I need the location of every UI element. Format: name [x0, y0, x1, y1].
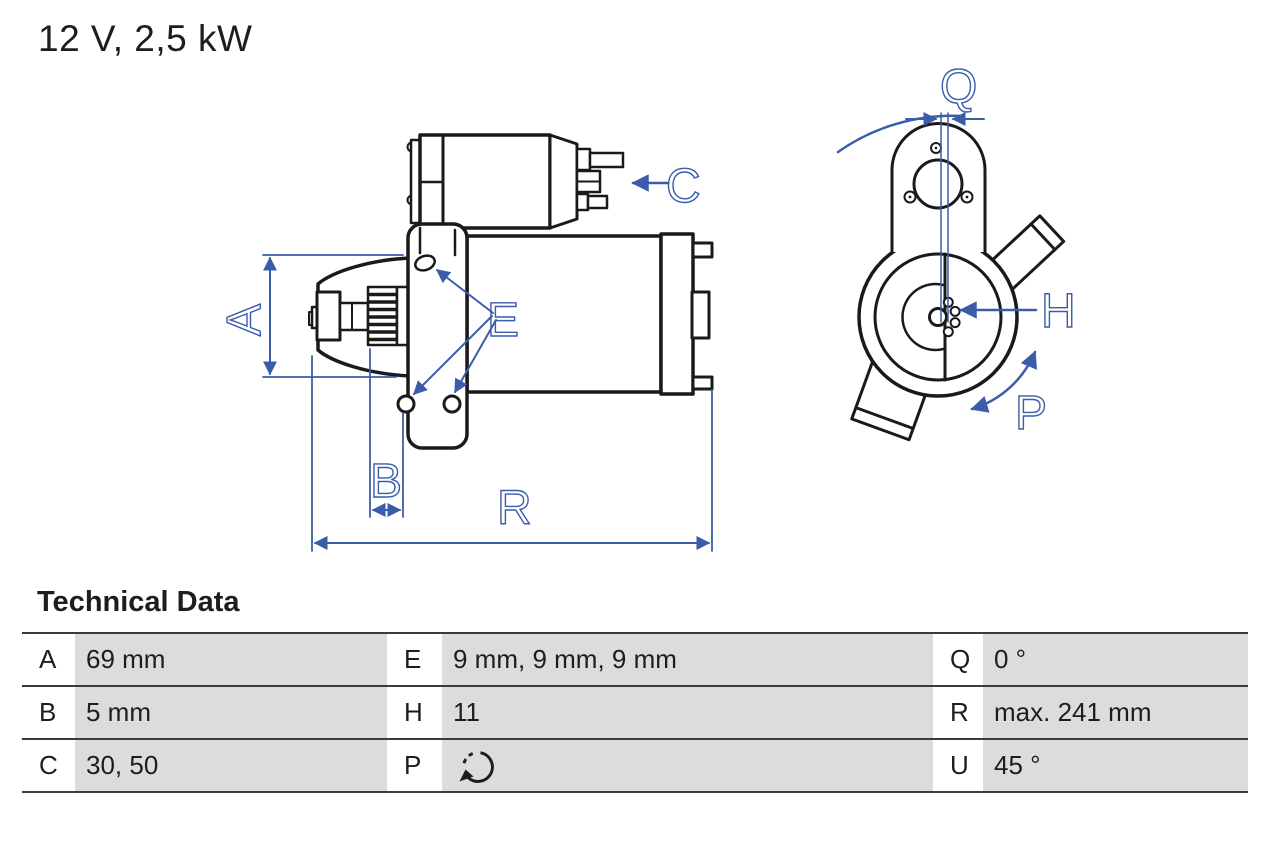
front-bracket — [317, 292, 340, 340]
dimension-label-p: P — [1015, 387, 1048, 440]
table-key-q: Q — [933, 632, 983, 685]
dimension-label-q: Q — [940, 61, 978, 114]
table-key-r: R — [933, 685, 983, 738]
table-value-u: 45 ° — [983, 738, 1248, 791]
table-key-a: A — [22, 632, 75, 685]
table-value-b: 5 mm — [75, 685, 387, 738]
dimension-label-b: B — [370, 455, 403, 508]
dimension-label-e: E — [487, 294, 520, 347]
page-title: 12 V, 2,5 kW — [38, 18, 253, 59]
table-value-p — [442, 738, 933, 791]
table-key-u: U — [933, 738, 983, 791]
table-value-q: 0 ° — [983, 632, 1248, 685]
dimension-label-h: H — [1041, 285, 1076, 338]
flange-bore — [914, 160, 962, 208]
shaft-hole — [930, 309, 947, 326]
ccw-rotation-arrow-icon — [453, 744, 499, 790]
dimension-label-c: C — [666, 160, 701, 213]
table-value-c: 30, 50 — [75, 738, 387, 791]
solenoid-terminals — [577, 149, 623, 210]
dimension-label-r: R — [497, 482, 532, 535]
solenoid — [408, 135, 624, 228]
table-key-p: P — [387, 738, 442, 791]
table-key-e: E — [387, 632, 442, 685]
table-key-h: H — [387, 685, 442, 738]
pinion-gear — [368, 287, 397, 345]
technical-data-heading: Technical Data — [37, 586, 240, 618]
mounting-hole-right — [444, 396, 460, 412]
table-value-a: 69 mm — [75, 632, 387, 685]
table-value-e: 9 mm, 9 mm, 9 mm — [442, 632, 933, 685]
end-cap — [661, 234, 693, 394]
table-key-c: C — [22, 738, 75, 791]
table-key-b: B — [22, 685, 75, 738]
mounting-flange — [408, 224, 467, 448]
technical-data-table — [22, 632, 1248, 793]
table-value-h: 11 — [442, 685, 933, 738]
dimension-label-a: A — [218, 303, 271, 336]
table-value-r: max. 241 mm — [983, 685, 1248, 738]
mounting-hole-left — [398, 396, 414, 412]
